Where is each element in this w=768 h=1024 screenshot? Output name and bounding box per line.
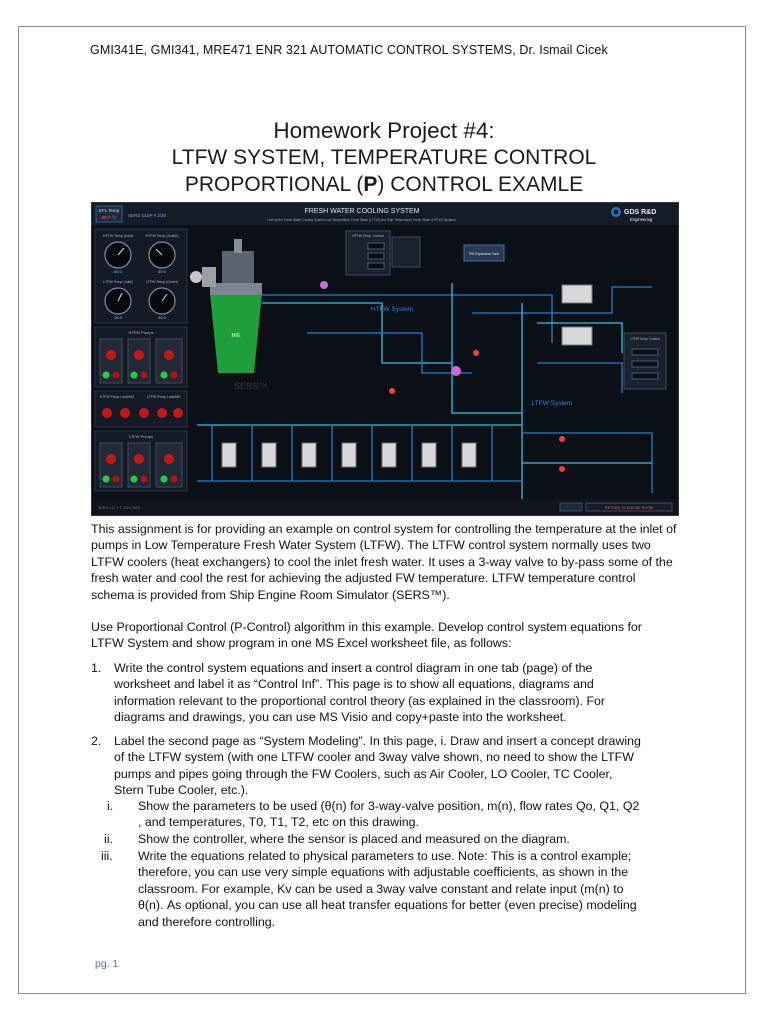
htfw-temp-control[interactable] xyxy=(346,231,390,275)
list-number-1: 1. xyxy=(91,661,102,675)
svg-text:FW Expansion Tank: FW Expansion Tank xyxy=(468,252,500,256)
svg-text:HTFW Temp (Outlet): HTFW Temp (Outlet) xyxy=(145,234,179,238)
sublist-item-i: Show the parameters to be used (θ(n) for 3-way-valve position, m(n), flow rates Qo, Q1, Q2 , and temperatures, T0, T1, T2, etc on this drawing. xyxy=(138,799,640,830)
pipe-network xyxy=(197,283,652,503)
svg-text:LTFW Temp (Inlet): LTFW Temp (Inlet) xyxy=(103,280,133,284)
svg-text:GDS R&D: GDS R&D xyxy=(624,209,657,216)
svg-text:HTFW Temp. Control: HTFW Temp. Control xyxy=(352,234,384,238)
course-header: GMI341E, GMI341, MRE471 ENR 321 AUTOMATIC CONTROL SYSTEMS, Dr. Ismail Cicek xyxy=(90,43,608,57)
fw-expansion-tank xyxy=(464,245,504,261)
htfw-pump-controls[interactable] xyxy=(100,339,182,383)
sublist-number-iii: iii. xyxy=(101,849,113,863)
svg-text:LTFW Temp. Control: LTFW Temp. Control xyxy=(630,337,660,341)
sers-tag: SERS GUIP # 2/30 xyxy=(128,213,167,218)
ltfw-temp-control[interactable] xyxy=(624,333,666,389)
ltfw-label: LTFW System xyxy=(531,400,573,407)
page-number: pg. 1 xyxy=(95,958,119,970)
svg-text:36.0: 36.0 xyxy=(114,315,122,320)
sim-footer: SERS v.12.1 © GDS 2023 xyxy=(98,506,140,510)
list-number-2: 2. xyxy=(91,734,102,748)
fw-coolers-row xyxy=(222,443,476,467)
svg-text:RETURN TO ENGINE ROOM: RETURN TO ENGINE ROOM xyxy=(605,506,653,510)
sim-subtitle: Line up the Fresh Water Cooling System Low Temperature Fresh Water (LTFW) and High Temperature Fresh Water (HTFW) Systems. xyxy=(267,218,457,222)
efl-label: EFL Temp xyxy=(98,208,120,213)
list-item-1: Write the control system equations and insert a control diagram in one tab (page) of the worksheet and label it as “Control Inf”. This page is to show all equations, diagrams and information relevant to the proportional control theory (as explained in the classroom). For diagrams and drawings, you can use MS Visio and copy+paste into the worksheet. xyxy=(114,661,606,725)
ltfw-cooler-label: LTFW Pump Load/MG xyxy=(147,395,181,399)
htfw-cooler-label: HTFW Pump Load/MG xyxy=(99,395,135,399)
valve-symbols xyxy=(320,281,565,472)
sublist-number-i: i. xyxy=(107,799,114,813)
svg-text:46.0: 46.0 xyxy=(158,315,166,320)
sublist-item-ii: Show the controller, where the sensor is placed and measured on the diagram. xyxy=(138,832,570,846)
sublist-item-iii: Write the equations related to physical parameters to use. Note: This is a control example; therefore, you can use very simple equations with adjustable coefficients, as shown in the classroom. For example, Kv can be used a 3way valve constant and relate input (m(n) to θ(n). As optional, you can use all heat transfer equations for better (even precise) modeling and therefore controlling. xyxy=(138,849,637,929)
sublist-number-ii: ii. xyxy=(104,832,113,846)
htfw-label: HTFW System xyxy=(370,306,414,313)
return-to-engine-room-button[interactable] xyxy=(586,503,672,511)
svg-text:60.0: 60.0 xyxy=(114,269,122,274)
svg-text:LTFW Temp (Outlet): LTFW Temp (Outlet) xyxy=(145,280,179,284)
ltfw-pump-controls[interactable] xyxy=(100,443,182,487)
svg-text:HTFW Temp (Inlet): HTFW Temp (Inlet) xyxy=(102,234,134,238)
sers-simulator-screenshot xyxy=(91,202,679,516)
ltfw-pumps-label: LTFW Pumps xyxy=(128,434,154,439)
homework-title: Homework Project #4: xyxy=(273,118,495,143)
efl-value: 30.7 °C xyxy=(101,215,117,220)
sim-title: FRESH WATER COOLING SYSTEM xyxy=(304,208,420,215)
ltfw-coolers xyxy=(562,285,592,345)
list-item-2: Label the second page as “System Modeling”. In this page, i. Draw and insert a concept drawing of the LTFW system (with one LTFW cooler and 3way valve shown, no need to show the LTFW pumps and pipes going through the FW Coolers, such as Air Cooler, LO Cooler, TC Cooler, Stern Tube Cooler, etc.). xyxy=(114,734,641,798)
homework-subtitle: LTFW SYSTEM, TEMPERATURE CONTROL xyxy=(171,146,597,169)
assignment-instructions-paragraph: Use Proportional Control (P-Control) algorithm in this example. Develop control system equations for LTFW System and show program in one MS Excel worksheet file, as follows: xyxy=(91,620,642,651)
svg-text:M/E: M/E xyxy=(231,333,241,339)
htfw-pumps-label: HTFW Pumps xyxy=(128,330,154,335)
sers-watermark: SERS™ xyxy=(234,381,268,391)
svg-text:60.0: 60.0 xyxy=(158,269,166,274)
svg-text:Engineering: Engineering xyxy=(630,217,653,222)
homework-subtitle-2: PROPORTIONAL (P) CONTROL EXAMLE xyxy=(184,173,584,196)
assignment-intro-paragraph: This assignment is for providing an example on control system for controlling the temperature at the inlet of pumps in Low Temperature Fresh Water System (LTFW). The LTFW control system normally uses two LTFW coolers (heat exchangers) to cool the inlet fresh water. It uses a 3-way valve to by-pass some of the fresh water and cool the rest for achieving the adjusted FW temperature. LTFW temperature control schema is provided from Ship Engine Room Simulator (SERS™). xyxy=(91,522,677,602)
main-engine-icon xyxy=(190,239,262,373)
